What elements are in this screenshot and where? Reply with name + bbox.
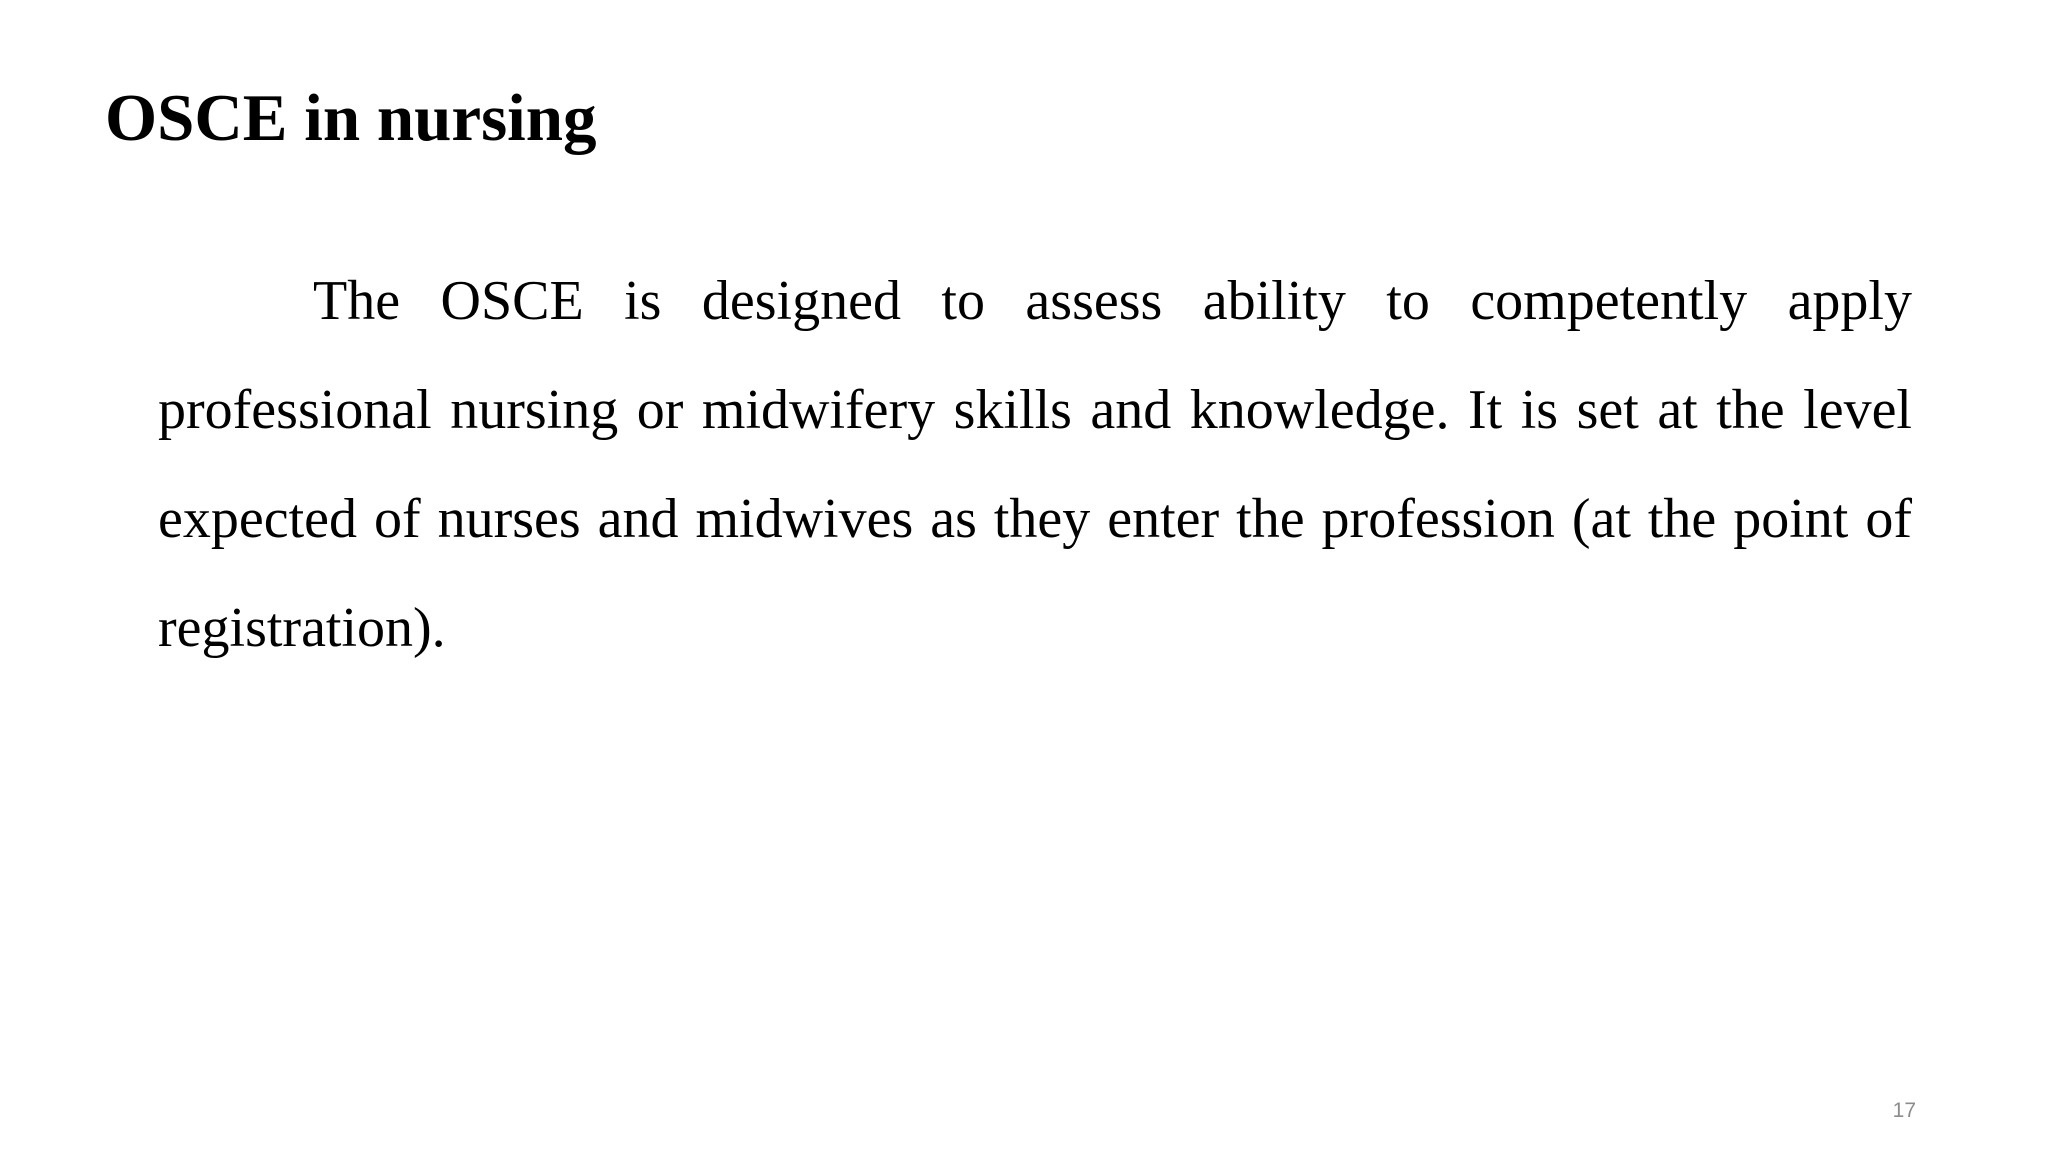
slide-page-number: 17 (1892, 1099, 1916, 1122)
slide-body-text: The OSCE is designed to assess ability to competently apply professional nursing or midwifery skills and knowledge. It is set at the level expected of nurses and midwives as they enter the profession (at the point of registration). (158, 270, 1912, 659)
slide-title: OSCE in nursing (105, 81, 597, 155)
